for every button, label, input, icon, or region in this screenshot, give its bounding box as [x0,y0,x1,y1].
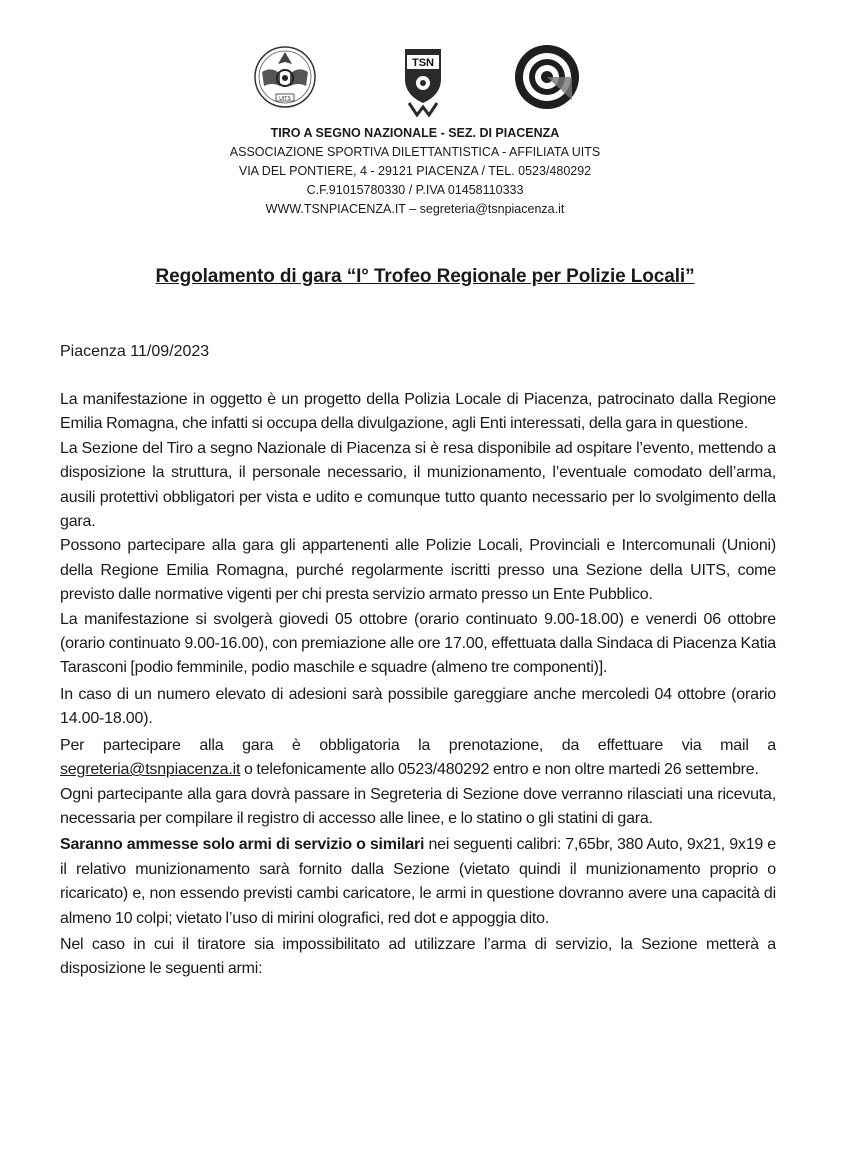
document-body [60,388,776,982]
svg-text:TSN: TSN [412,57,434,69]
website-link[interactable]: WWW.TSNPIACENZA.IT [265,202,406,216]
booking-email-link[interactable]: segreteria@tsnpiacenza.it [60,761,241,779]
fiscal-line: C.F.91015780330 / P.IVA 01458110333 [306,183,524,197]
organization-name: TIRO A SEGNO NAZIONALE - SEZ. DI PIACENZA [270,126,560,140]
weapons-text: nei seguenti calibri: 7,65br, 380 Auto, 9x21, 9x19 e il relativo munizionamento sarà fornito dalla Sezione (vietato quindi il munizionamento proprio o ricaricato) e, non essendo previsti cambi caricatore, le armi in questione dovranno avere una capacità di almeno 10 colpi; vietato l’uso di mirini olografici, red dot e appoggia dito. [60,836,776,927]
email-link[interactable]: segreteria@tsnpiacenza.it [419,202,565,216]
contact-separator: – [409,202,417,216]
paragraph-participants: Possono partecipare alla gara gli appartenenti alle Polizie Locali, Provinciali e Intercomunali (Unioni) della Regione Emilia Romagna, purché regolarmente iscritti presso una Sezione della UITS, come previsto dalle normative vigenti per chi presta servizio armato presso un Ente Pubblico. [60,537,776,604]
address-line: VIA DEL PONTIERE, 4 - 29121 PIACENZA / TEL. 0523/480292 [238,164,592,178]
booking-text: Per partecipare alla gara è obbligatoria la prenotazione, da effettuare via mail a [60,736,776,754]
contact-line [180,200,650,219]
organization-header [180,124,650,219]
document-title: Regolamento di gara “I° Trofeo Regionale per Polizie Locali” [155,266,695,287]
svg-text:UITS: UITS [279,96,291,102]
booking-text-end: o telefonicamente allo 0523/480292 entro e non oltre martedi 26 settembre. [240,761,759,779]
paragraph-registration: Ogni partecipante alla gara dovrà passare in Segreteria di Sezione dove verranno rilasciati una ricevuta, necessaria per compilare il registro di accesso alle linee, e lo statino o gli statini di gara. [60,785,776,827]
header-logos [0,0,850,120]
weapons-bold-text: Saranno ammesse solo armi di servizio o similari [60,836,425,854]
target-seal-logo [512,42,582,112]
paragraph-section-weapons: Nel caso in cui il tiratore sia impossibilitato ad utilizzare l’arma di servizio, la Sezione metterà a disposizione le seguenti armi: [60,935,776,978]
uits-emblem-logo [250,42,320,112]
paragraph-intro: La manifestazione in oggetto è un progetto della Polizia Locale di Piacenza, patrocinato dalla Regione Emilia Romagna, che infatti si occupa della divulgazione, agli Enti interessati, della gara in questione. [60,391,776,433]
association-line: ASSOCIAZIONE SPORTIVA DILETTANTISTICA - AFFILIATA UITS [229,145,601,159]
tsn-shield-logo [395,45,451,117]
paragraph-booking [60,734,776,783]
document-date: Piacenza 11/09/2023 [60,343,210,360]
paragraph-extra-day: In caso di un numero elevato di adesioni sarà possibile gareggiare anche mercoledi 04 ottobre (orario 14.00-18.00). [60,685,776,728]
paragraph-host: La Sezione del Tiro a segno Nazionale di Piacenza si è resa disponibile ad ospitare l’evento, mettendo a disposizione la struttura, il personale necessario, il munizionamento, l’eventuale comodato dell’arma, ausili protettivi obbligatori per vista e udito e comunque tutto quanto necessario per lo svolgimento della gara. [60,439,776,531]
paragraph-weapons [60,833,776,931]
paragraph-schedule: La manifestazione si svolgerà giovedi 05 ottobre (orario continuato 9.00-18.00) e venerdi 06 ottobre (orario continuato 9.00-16.00), con premiazione alle ore 17.00, effettuata dalla Sindaca di Piacenza Katia Tarasconi [podio femminile, podio maschile e squadre (almeno tre componenti)]. [60,610,776,677]
